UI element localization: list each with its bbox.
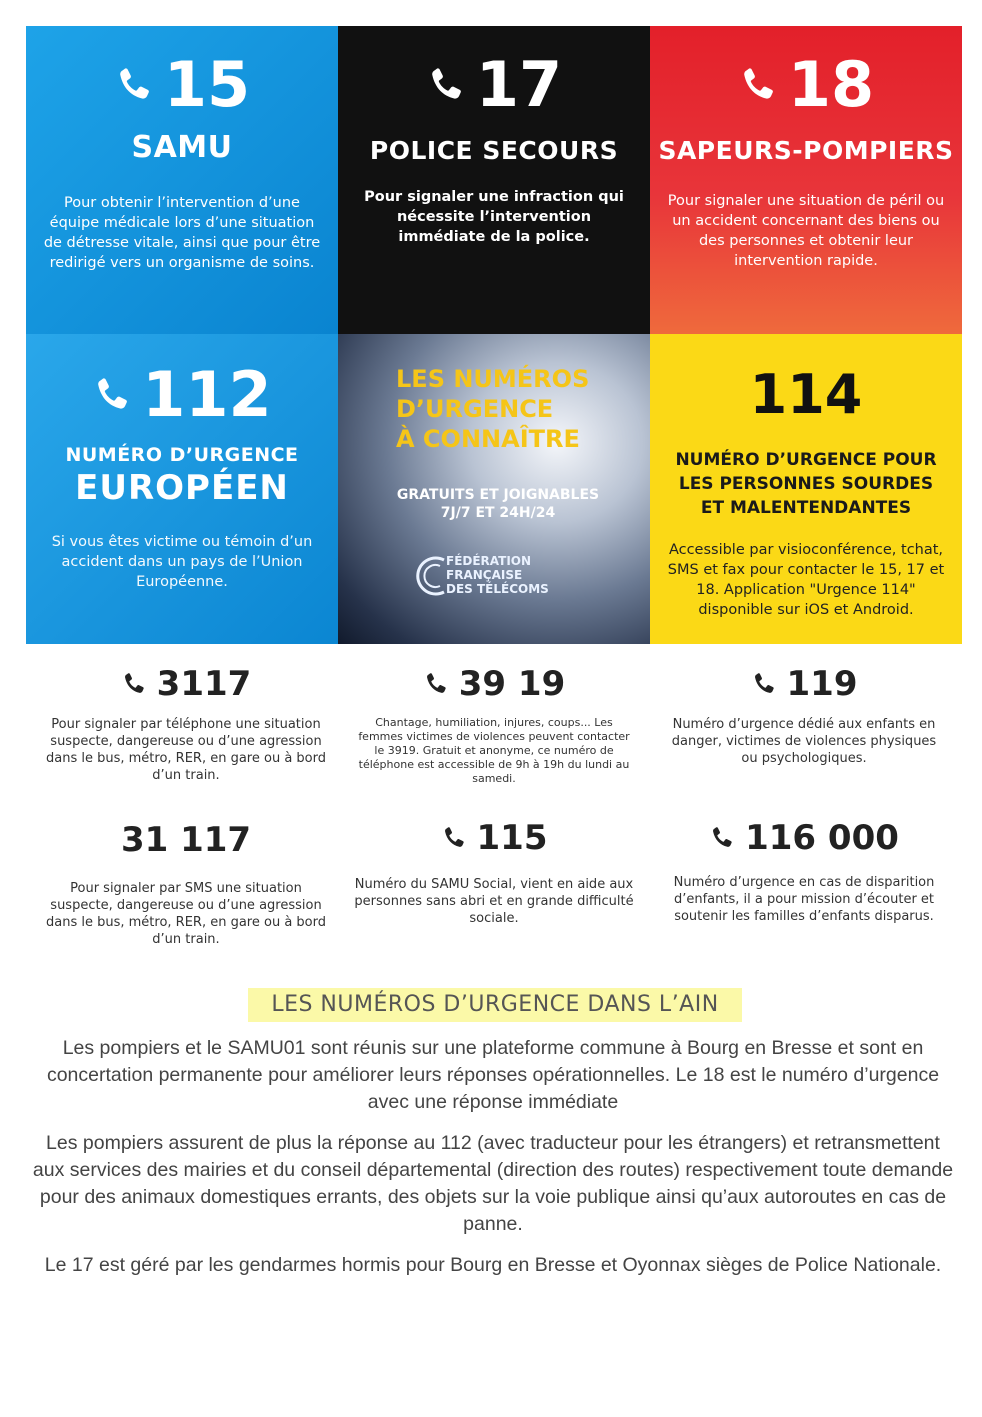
- number-3117-desc: Pour signaler par téléphone une situation suspecte, dangereuse ou d’une agression dans le bus, métro, RER, en gare ou à bord d’un train.: [46, 717, 326, 783]
- number-3117: [26, 664, 346, 784]
- ain-section-title: LES NUMÉROS D’URGENCE DANS L’AIN: [248, 988, 742, 1022]
- number-3919-desc: Chantage, humiliation, injures, coups... Les femmes victimes de violences peuvent contacter le 3919. Gratuit et anonyme, ce numéro de téléphone est accessible de 9h à 19h du lundi au samedi.: [358, 716, 630, 785]
- phone-icon: [121, 670, 147, 698]
- number-3919-value: 39 19: [334, 664, 654, 704]
- tile-europe: [26, 334, 338, 644]
- phone-icon: [738, 65, 778, 105]
- tile-sourds: [650, 334, 962, 644]
- tile-pompiers: [650, 26, 962, 334]
- phone-icon: [426, 65, 466, 105]
- phone-icon: [441, 824, 467, 852]
- number-31117-value: 31 117: [120, 820, 252, 860]
- poster-title: LES NUMÉROS D’URGENCE À CONNAÎTRE: [396, 365, 590, 453]
- ain-paragraph-1: Les pompiers et le SAMU01 sont réunis sur une plateforme commune à Bourg en Bresse et sont en concertation permanente pour améliorer leurs réponses opérationnelles. Le 18 est le numéro d’urgence avec une réponse immédiate: [46, 1037, 940, 1113]
- tile-police: [338, 26, 650, 334]
- phone-icon: [751, 670, 777, 698]
- tile-samu-number: 15: [26, 54, 338, 116]
- ain-paragraph-3: Le 17 est géré par les gendarmes hormis pour Bourg en Bresse et Oyonnax sièges de Police Nationale.: [44, 1254, 942, 1276]
- number-119-value: 119: [644, 664, 964, 704]
- tile-police-number: 17: [338, 54, 650, 116]
- phone-icon: [423, 670, 449, 698]
- number-3117-value: 3117: [26, 664, 346, 704]
- number-116000-desc: Numéro d’urgence en cas de disparition d’enfants, il a pour mission d’écouter et soutenir les familles d’enfants disparus.: [673, 875, 935, 924]
- tile-pompiers-desc: Pour signaler une situation de péril ou un accident concernant des biens ou des personnes et obtenir leur intervention rapide.: [667, 193, 945, 269]
- tile-samu-desc: Pour obtenir l’intervention d’une équipe médicale lors d’une situation de détresse vitale, ainsi que pour être redirigé vers un organisme de soins.: [43, 195, 321, 271]
- tile-europe-sub2: EUROPÉEN: [75, 468, 289, 508]
- phone-icon: [92, 375, 132, 415]
- number-31117-desc: Pour signaler par SMS une situation suspecte, dangereuse ou d’une agression dans le bus, métro, RER, en gare ou à bord d’un train.: [46, 881, 326, 947]
- tile-europe-number: 112: [26, 364, 338, 426]
- tile-samu-name: SAMU: [131, 130, 233, 165]
- tile-sourds-sub1: NUMÉRO D’URGENCE POUR LES PERSONNES SOURDES ET MALENTENDANTES: [675, 450, 937, 518]
- emergency-numbers-grid: [26, 26, 962, 644]
- federation-name: FÉDÉRATION FRANÇAISE DES TÉLÉCOMS: [446, 554, 549, 596]
- number-116000-value: 116 000: [644, 818, 964, 858]
- ain-paragraph-2: Les pompiers assurent de plus la réponse au 112 (avec traducteur pour les étrangers) et retransmettent aux services des mairies et du conseil départemental (direction des routes) respectivement toute demande pour des animaux domestiques errants, des objets sur la voie publique ainsi qu’aux autoroutes en cas de panne.: [32, 1132, 954, 1235]
- number-115-value: 115: [334, 818, 654, 858]
- tile-samu: [26, 26, 338, 334]
- tile-europe-sub1: NUMÉRO D’URGENCE: [65, 444, 299, 466]
- number-116000: [644, 818, 964, 925]
- tile-europe-desc: Si vous êtes victime ou témoin d’un accident dans un pays de l’Union Européenne.: [51, 534, 313, 590]
- number-119-desc: Numéro d’urgence dédié aux enfants en danger, victimes de violences physiques ou psychologiques.: [671, 717, 937, 766]
- number-115-desc: Numéro du SAMU Social, vient en aide aux personnes sans abri et en grande difficulté sociale.: [354, 877, 634, 926]
- tile-police-name: POLICE SECOURS: [369, 136, 619, 165]
- number-3919: [334, 664, 654, 786]
- tile-pompiers-name: SAPEURS-POMPIERS: [658, 136, 954, 165]
- tile-sourds-number: 114: [749, 363, 863, 426]
- tile-poster: [338, 334, 650, 644]
- number-31117: [26, 820, 346, 948]
- number-119: [644, 664, 964, 767]
- tile-police-desc: Pour signaler une infraction qui nécessite l’intervention immédiate de la police.: [364, 189, 624, 245]
- phone-icon: [709, 824, 735, 852]
- tile-sourds-desc: Accessible par visioconférence, tchat, SMS et fax pour contacter le 15, 17 et 18. Application "Urgence 114" disponible sur iOS et Android.: [667, 542, 945, 618]
- phone-icon: [114, 65, 154, 105]
- number-115: [334, 818, 654, 927]
- tile-pompiers-number: 18: [650, 54, 962, 116]
- poster-availability: GRATUITS ET JOIGNABLES 7J/7 ET 24H/24: [396, 487, 600, 521]
